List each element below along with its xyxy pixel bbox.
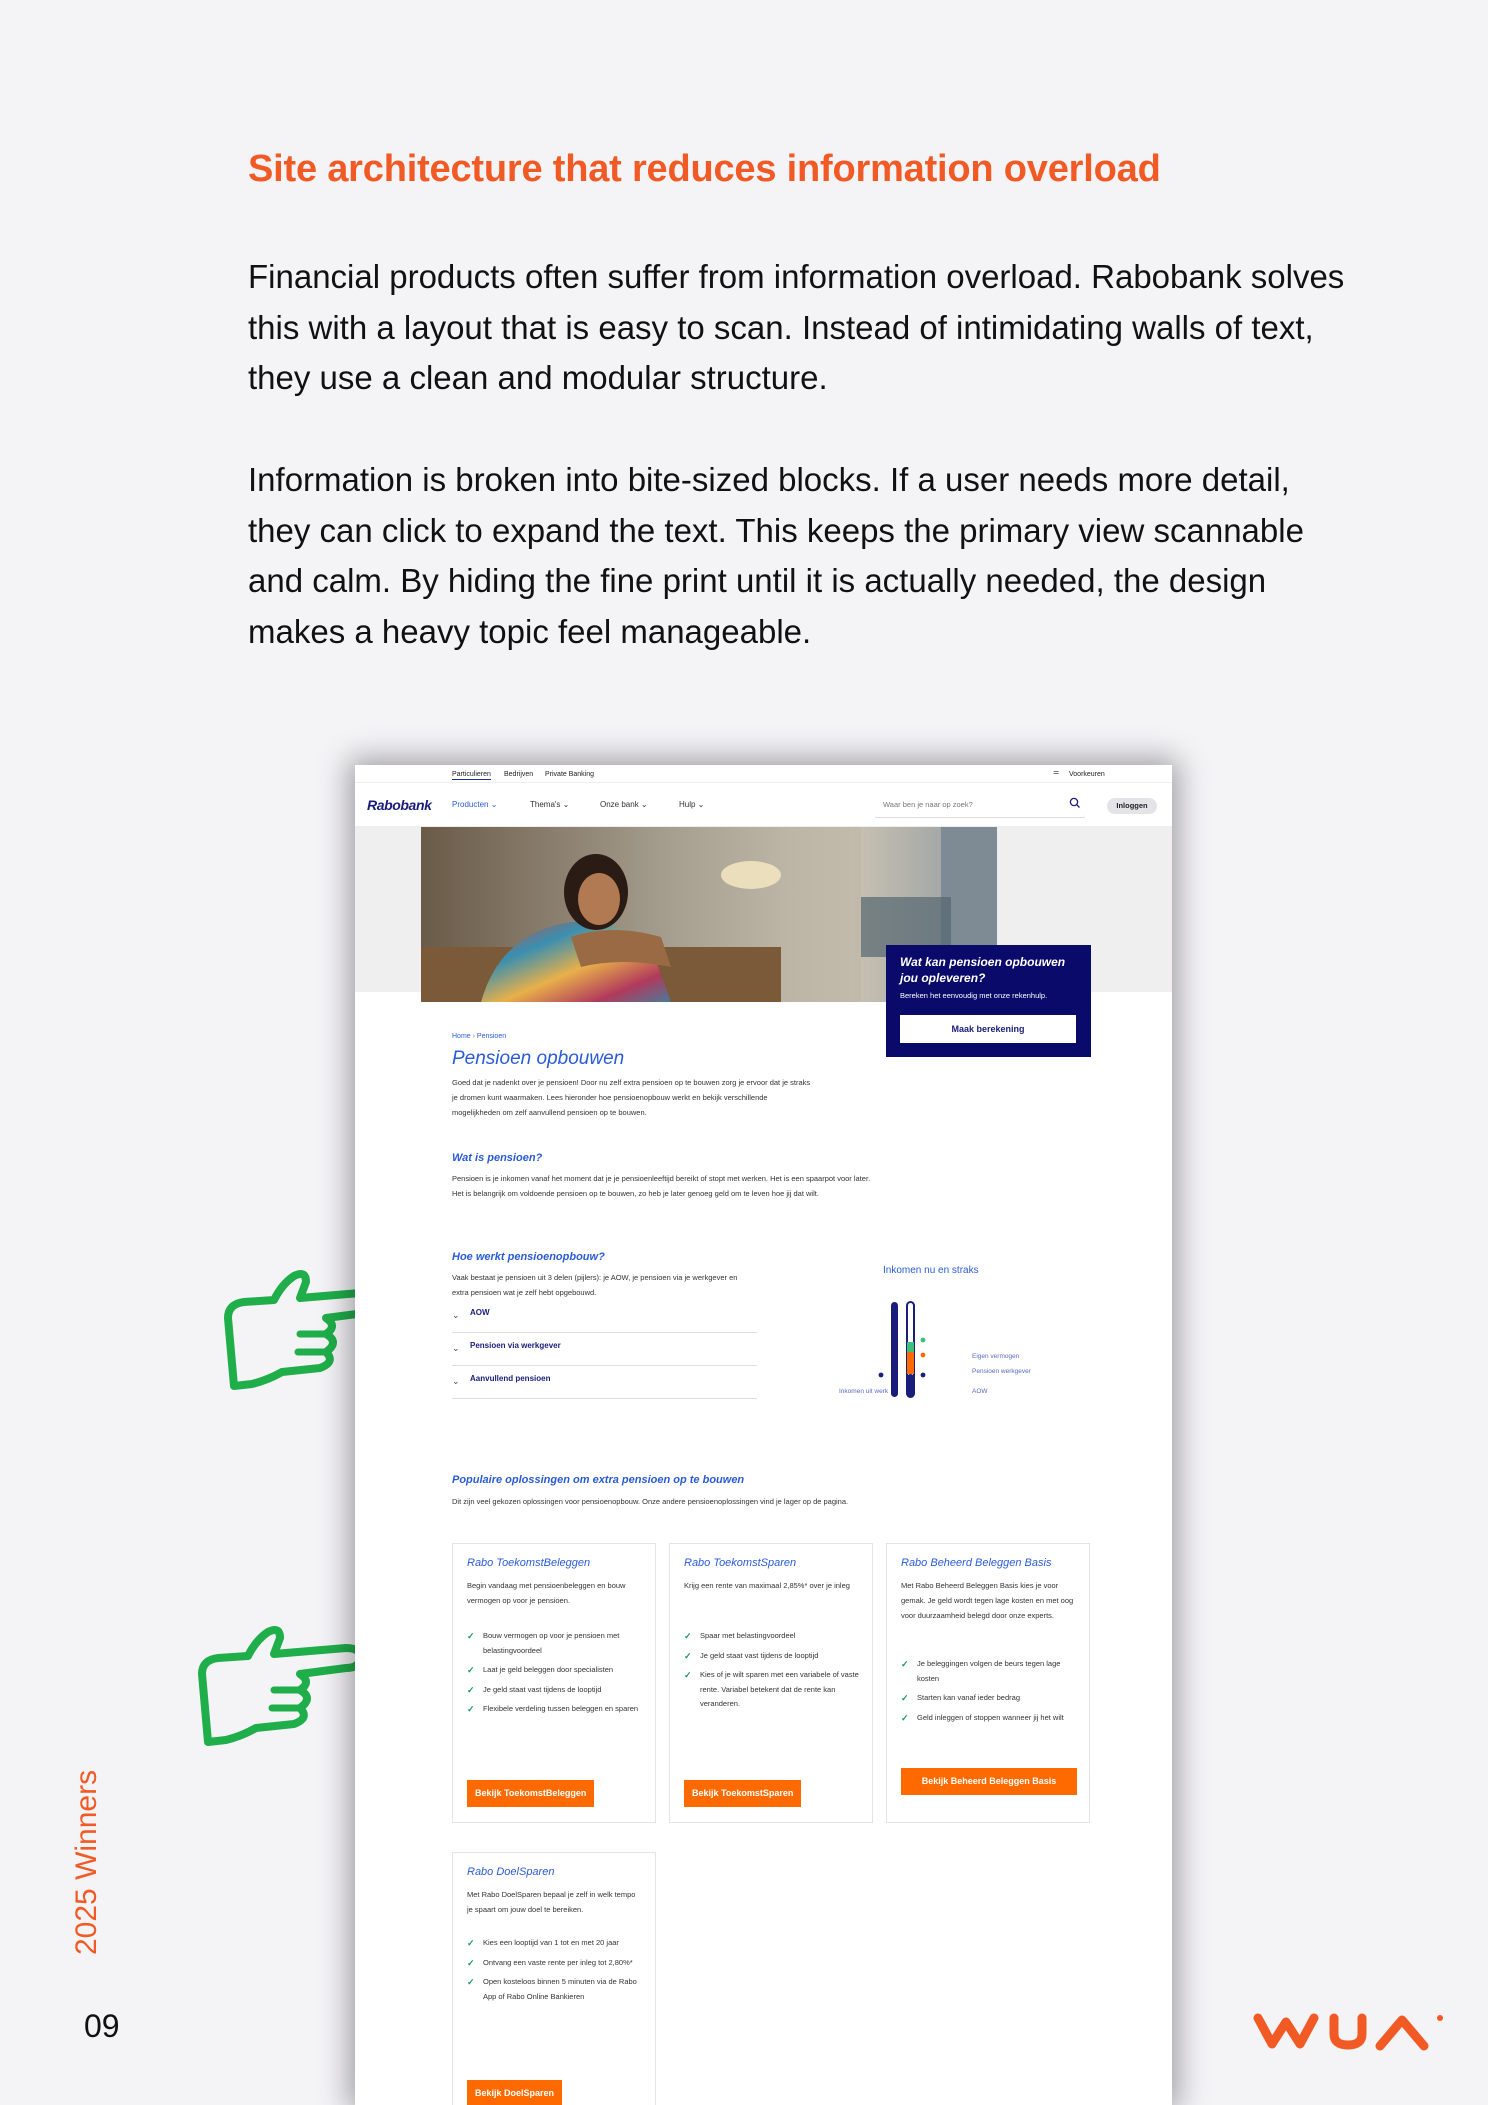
- list-item: ✓ Ontvang een vaste rente per inleg tot 2,80%*: [467, 1956, 647, 1971]
- check-icon: ✓: [684, 1631, 692, 1641]
- section-text-what: Pensioen is je inkomen vanaf het moment dat je je pensioenleeftijd bereikt of stopt met werken. Het is een spaarpot voor later. Het is belangrijk om voldoende pensioen op te bouwen, zo heb je later genoeg geld om te leven hoe jij dat wilt.: [452, 1174, 871, 1198]
- nav-item-onze-bank[interactable]: Onze bank ⌄: [600, 800, 648, 809]
- product-card-beheerd-beleggen: [886, 1543, 1090, 1823]
- list-item: ✓ Open kosteloos binnen 5 minuten via de Rabo App of Rabo Online Bankieren: [467, 1977, 637, 2001]
- card-description: Begin vandaag met pensioenbeleggen en bouw vermogen op voor je pensioen.: [467, 1581, 626, 1605]
- pointing-hand-icon: [196, 1624, 366, 1748]
- legend-pensioen-werkgever: Pensioen werkgever: [972, 1368, 1031, 1375]
- list-item: ✓ Kies of je wilt sparen met een variabele of vaste rente. Variabel betekent dat de rente kan veranderen.: [684, 1670, 859, 1708]
- chevron-right-icon: ›: [472, 1033, 477, 1040]
- legend-eigen-vermogen: Eigen vermogen: [972, 1353, 1020, 1360]
- nav-item-hulp[interactable]: Hulp ⌄: [679, 800, 705, 809]
- card-button[interactable]: Bekijk DoelSparen: [467, 2080, 562, 2105]
- chevron-down-icon: ⌄: [452, 1343, 460, 1353]
- topbar-link-particulieren[interactable]: Particulieren: [452, 771, 491, 778]
- search-icon[interactable]: [1069, 797, 1081, 809]
- card-benefits: [901, 1657, 1081, 1730]
- calculate-button[interactable]: Maak berekening: [900, 1015, 1076, 1043]
- check-icon: ✓: [467, 1977, 475, 1987]
- section-text-popular: Dit zijn veel gekozen oplossingen voor pensioenopbouw. Onze andere pensioenoplossingen vind je lager op de pagina.: [452, 1497, 849, 1506]
- list-item: ✓ Je geld staat vast tijdens de looptijd: [684, 1649, 864, 1664]
- topbar-preferences[interactable]: Voorkeuren: [1069, 771, 1105, 778]
- product-card-toekomstbeleggen: [452, 1543, 656, 1823]
- check-icon: ✓: [467, 1684, 475, 1695]
- intro-text: Goed dat je nadenkt over je pensioen! Door nu zelf extra pensioen op te bouwen zorg je ervoor dat je straks je dromen kunt waarmaken. Lees hieronder hoe pensioenopbouw werkt en bekijk verschillende mogelijkheden om zelf aanvullend pensioen op te bouwen.: [452, 1078, 811, 1117]
- paragraph-detail: Information is broken into bite-sized blocks. If a user needs more detail, they can click to expand the text. This keeps the primary view scannable and calm. By hiding the fine print until it is actually needed, the design makes a heavy topic feel manageable.: [248, 461, 1304, 650]
- breadcrumb-home[interactable]: Home: [452, 1033, 471, 1040]
- check-icon: ✓: [901, 1693, 909, 1703]
- wua-logo: [1252, 2012, 1448, 2052]
- check-icon: ✓: [467, 1957, 475, 1968]
- check-icon: ✓: [901, 1712, 909, 1723]
- site-nav: [355, 783, 1172, 827]
- product-card-doelsparen: [452, 1852, 656, 2105]
- site-topbar: [355, 765, 1172, 783]
- list-item: ✓ Je beleggingen volgen de beurs tegen lage kosten: [901, 1659, 1061, 1683]
- accordion-item-aow[interactable]: ⌄ AOW: [452, 1300, 757, 1333]
- income-chart-graphic: [825, 1280, 1055, 1400]
- chevron-down-icon: ⌄: [452, 1310, 460, 1320]
- cta-subtitle: Bereken het eenvoudig met onze rekenhulp.: [900, 991, 1048, 1000]
- paragraph-intro: Financial products often suffer from information overload. Rabobank solves this with a layout that is easy to scan. Instead of intimidating walls of text, they use a clean and modular structure.: [248, 258, 1345, 396]
- accordion-item-werkgever[interactable]: ⌄ Pensioen via werkgever: [452, 1333, 757, 1366]
- check-icon: ✓: [467, 1631, 475, 1641]
- check-icon: ✓: [467, 1704, 475, 1714]
- winners-label: 2025 Winners: [70, 1769, 103, 1955]
- pension-calculator-card: [886, 945, 1091, 1057]
- card-title: Rabo ToekomstBeleggen: [467, 1557, 591, 1569]
- nav-item-producten[interactable]: Producten ⌄: [452, 800, 498, 809]
- card-title: Rabo DoelSparen: [467, 1866, 555, 1878]
- section-title-what: Wat is pensioen?: [452, 1152, 543, 1164]
- list-item: ✓ Laat je geld beleggen door specialisten: [467, 1663, 647, 1678]
- legend-aow: AOW: [972, 1388, 988, 1395]
- sliders-icon: ⚌: [1053, 769, 1060, 776]
- chart-label-income-work: Inkomen uit werk: [839, 1388, 889, 1395]
- login-button[interactable]: Inloggen: [1107, 798, 1157, 814]
- topbar-link-private-banking[interactable]: Private Banking: [545, 771, 595, 778]
- card-benefits: [467, 1629, 647, 1722]
- topbar-link-bedrijven[interactable]: Bedrijven: [504, 771, 534, 778]
- card-button[interactable]: Bekijk ToekomstBeleggen: [467, 1780, 594, 1807]
- section-title-how: Hoe werkt pensioenopbouw?: [452, 1251, 605, 1263]
- card-button[interactable]: Bekijk ToekomstSparen: [684, 1780, 801, 1807]
- list-item: ✓ Kies een looptijd van 1 tot en met 20 jaar: [467, 1936, 647, 1951]
- check-icon: ✓: [467, 1665, 475, 1675]
- breadcrumb: [452, 1033, 506, 1040]
- list-item: ✓ Flexibele verdeling tussen beleggen en sparen: [467, 1702, 647, 1717]
- section-title-popular: Populaire oplossingen om extra pensioen op te bouwen: [452, 1474, 745, 1486]
- nav-item-themas[interactable]: Thema's ⌄: [530, 800, 570, 809]
- page-title: Pensioen opbouwen: [452, 1048, 625, 1069]
- rabobank-screenshot: [355, 765, 1172, 2105]
- card-title: Rabo Beheerd Beleggen Basis: [901, 1557, 1052, 1569]
- breadcrumb-current[interactable]: Pensioen: [476, 1033, 507, 1040]
- product-card-toekomstsparen: [669, 1543, 873, 1823]
- cta-title: Wat kan pensioen opbouwen jou opleveren?: [900, 955, 1066, 985]
- rabobank-logo[interactable]: Rabobank: [367, 797, 432, 813]
- chevron-down-icon: ⌄: [452, 1376, 460, 1386]
- list-item: ✓ Geld inleggen of stoppen wanneer jij het wilt: [901, 1711, 1081, 1726]
- list-item: ✓ Spaar met belastingvoordeel: [684, 1629, 864, 1644]
- list-item: ✓ Bouw vermogen op voor je pensioen met belastingvoordeel: [467, 1631, 620, 1655]
- list-item: ✓ Starten kan vanaf ieder bedrag: [901, 1691, 1081, 1706]
- page-number: 09: [84, 2008, 120, 2044]
- list-item: ✓ Je geld staat vast tijdens de looptijd: [467, 1683, 647, 1698]
- card-description: Met Rabo DoelSparen bepaal je zelf in welk tempo je spaart om jouw doel te bereiken.: [467, 1890, 636, 1914]
- check-icon: ✓: [684, 1650, 692, 1661]
- card-description: Krijg een rente van maximaal 2,85%* over je inleg: [684, 1581, 850, 1590]
- section-heading: Site architecture that reduces information overload: [248, 148, 1161, 190]
- card-benefits: [684, 1629, 864, 1717]
- card-description: Met Rabo Beheerd Beleggen Basis kies je voor gemak. Je geld wordt tegen lage kosten en met oog voor duurzaamheid belegd door onze experts.: [901, 1581, 1074, 1620]
- section-text-how: Vaak bestaat je pensioen uit 3 delen (pijlers): je AOW, je pensioen via je werkgever en extra pensioen wat je zelf hebt opgebouwd.: [452, 1273, 738, 1297]
- search-placeholder: Waar ben je naar op zoek?: [883, 800, 973, 809]
- income-chart-title: Inkomen nu en straks: [883, 1265, 979, 1276]
- search-input[interactable]: [875, 792, 1085, 818]
- accordion-item-aanvullend[interactable]: ⌄ Aanvullend pensioen: [452, 1366, 757, 1399]
- card-title: Rabo ToekomstSparen: [684, 1557, 797, 1569]
- card-button[interactable]: Bekijk Beheerd Beleggen Basis: [901, 1768, 1077, 1795]
- card-benefits: [467, 1936, 647, 2009]
- check-icon: ✓: [467, 1938, 475, 1948]
- check-icon: ✓: [684, 1670, 692, 1680]
- check-icon: ✓: [901, 1659, 909, 1669]
